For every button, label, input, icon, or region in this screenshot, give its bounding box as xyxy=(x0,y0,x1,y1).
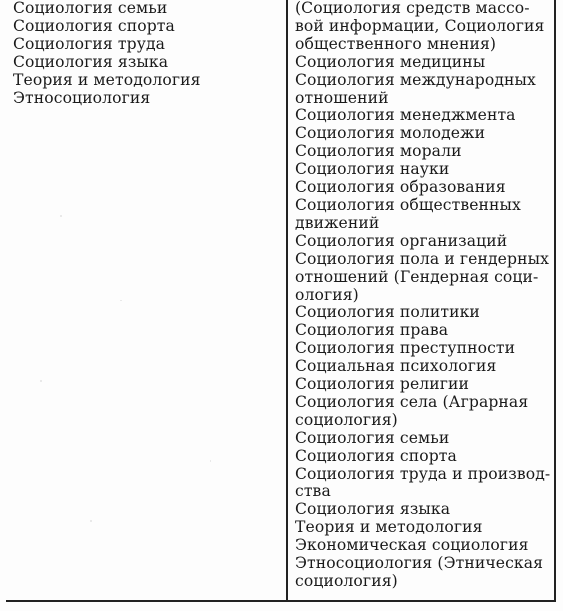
scan-speck xyxy=(120,300,122,301)
list-item: Социология спорта xyxy=(13,16,175,35)
left-column-list xyxy=(13,0,281,107)
list-item: (Социология средств массо- вой информации, Социология общественного мнения) xyxy=(295,0,545,53)
right-column-list xyxy=(295,0,557,591)
list-item: Социология религии xyxy=(295,375,470,394)
scan-speck xyxy=(90,520,92,522)
list-item: Экономическая социология xyxy=(295,536,529,555)
list-item: Социология права xyxy=(295,321,449,340)
list-item: Социология общественных движений xyxy=(295,195,521,232)
list-item: Социология села (Аграрная социология) xyxy=(295,392,529,429)
list-item: Теория и методология xyxy=(13,70,201,89)
list-item: Социология преступности xyxy=(295,339,516,358)
list-item: Социология труда xyxy=(13,34,166,53)
list-item: Социология семьи xyxy=(295,428,450,447)
list-item: Социология спорта xyxy=(295,446,457,465)
list-item: Социология языка xyxy=(13,52,169,71)
list-item: Этносоциология xyxy=(13,88,151,107)
list-item: Социология медицины xyxy=(295,52,486,71)
column-divider xyxy=(286,0,288,600)
list-item: Социология международных отношений xyxy=(295,70,536,107)
list-item: Социология языка xyxy=(295,500,451,519)
list-item: Социология пола и гендерных отношений (Гендерная соци- ология) xyxy=(295,249,549,304)
scan-speck xyxy=(210,460,211,462)
list-item: Социология морали xyxy=(295,142,462,161)
list-item: Этносоциология (Этническая социология) xyxy=(295,554,544,590)
list-item: Социология образования xyxy=(295,178,506,197)
list-item: Социология науки xyxy=(295,160,450,179)
list-item: Социология организаций xyxy=(295,231,508,250)
subject-table xyxy=(6,0,556,602)
list-item: Социология семьи xyxy=(13,0,168,17)
scan-speck xyxy=(40,380,42,382)
scan-speck xyxy=(60,215,62,217)
list-item: Социология молодежи xyxy=(295,124,486,143)
list-item: Теория и методология xyxy=(295,518,483,537)
list-item: Социология менеджмента xyxy=(295,106,516,125)
list-item: Социология труда и производ- ства xyxy=(295,464,551,501)
list-item: Социология политики xyxy=(295,303,480,322)
list-item: Социальная психология xyxy=(295,357,497,376)
